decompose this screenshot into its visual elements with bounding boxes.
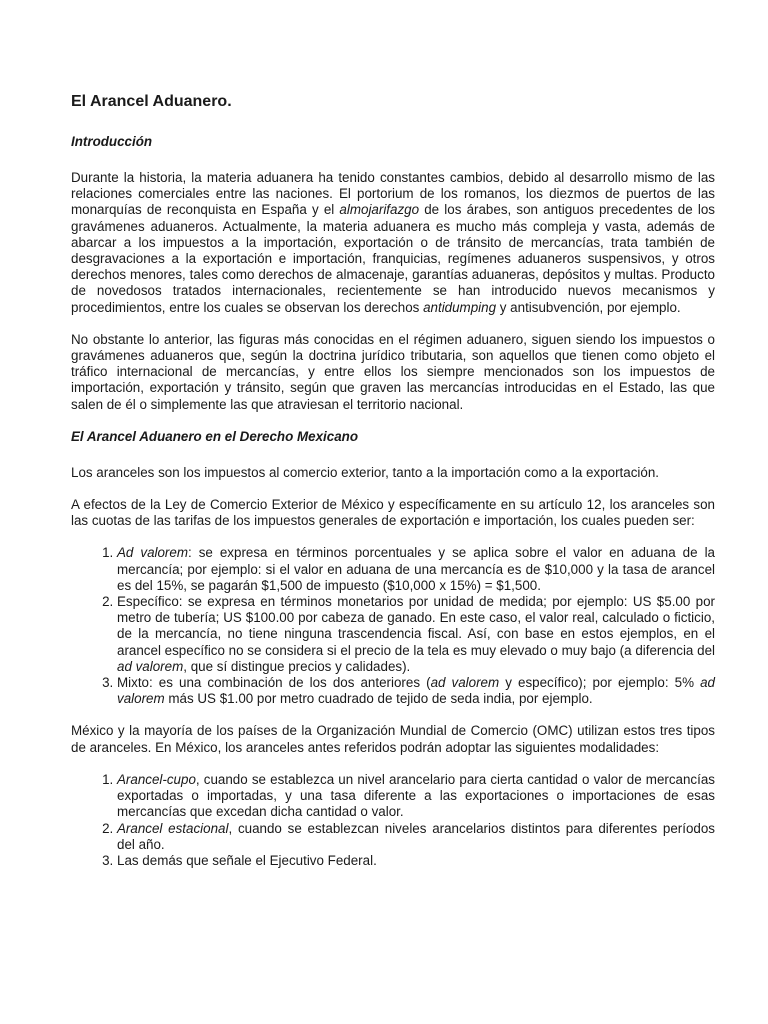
list-item: 3. Las demás que señale el Ejecutivo Federal. <box>117 853 715 869</box>
section-heading-intro: Introducción <box>71 134 153 149</box>
section-heading-mexican-law: El Arancel Aduanero en el Derecho Mexicano <box>71 428 358 444</box>
paragraph: México y la mayoría de los países de la Organización Mundial de Comercio (OMC) utilizan estos tres tipos de aranceles. En México, los aranceles antes referidos podrán adoptar las siguientes modalidades: <box>71 723 715 755</box>
list-item: 1. Arancel-cupo, cuando se establezca un nivel arancelario para cierta cantidad o valor de mercancías exportadas o importadas, y una tasa diferente a las exportaciones o importaciones de esas mercancías que excedan dicha cantidad o valor. <box>117 772 715 821</box>
list-item: 2. Arancel estacional, cuando se establezcan niveles arancelarios distintos para diferentes períodos del año. <box>117 821 715 853</box>
paragraph: Los aranceles son los impuestos al comercio exterior, tanto a la importación como a la exportación. <box>71 464 659 480</box>
tariff-types-list <box>71 545 715 707</box>
list-item: 1. Ad valorem: se expresa en términos porcentuales y se aplica sobre el valor en aduana de la mercancía; por ejemplo: si el valor en aduana de una mercancía es de $10,000 y la tasa de arancel es del 15%, se pagarán $1,500 de impuesto ($10,000 x 15%) = $1,500. <box>117 545 715 594</box>
paragraph: Durante la historia, la materia aduanera ha tenido constantes cambios, debido al desarrollo mismo de las relaciones comerciales entre las naciones. El portorium de los romanos, los diezmos de puertos de las monarquías de reconquista en España y el almojarifazgo de los árabes, son antiguos precedentes de los gravámenes aduaneros. Actualmente, la materia aduanera es mucho más compleja y vasta, además de abarcar a los impuestos a la importación, exportación o de tránsito de mercancías, trata también de desgravaciones a la exportación e importación, franquicias, regímenes aduaneros suspensivos, y otros derechos menores, tales como derechos de almacenaje, garantías aduaneras, depósitos y multas. Producto de novedosos tratados internacionales, recientemente se han introducido nuevos mecanismos y procedimientos, entre los cuales se observan los derechos antidumping y antisubvención, por ejemplo. <box>71 170 715 315</box>
tariff-modalities-list <box>71 772 715 869</box>
paragraph: A efectos de la Ley de Comercio Exterior de México y específicamente en su artículo 12, los aranceles son las cuotas de las tarifas de los impuestos generales de exportación e importación, los cuales pueden ser: <box>71 497 715 529</box>
document-title: El Arancel Aduanero. <box>71 93 232 110</box>
list-item: 2. Específico: se expresa en términos monetarios por unidad de medida; por ejemplo: US $5.00 por metro de tubería; US $100.00 por cabeza de ganado. En este caso, el valor real, calculado o ficticio, de la mercancía, no tiene ninguna trascendencia fiscal. Así, con base en estos ejemplos, en el arancel específico no se considera si el precio de la tela es muy elevado o muy bajo (a diferencia del ad valorem, que sí distingue precios y calidades). <box>117 594 715 675</box>
page-content <box>71 92 715 885</box>
list-item: 3. Mixto: es una combinación de los dos anteriores (ad valorem y específico); por ejemplo: 5% ad valorem más US $1.00 por metro cuadrado de tejido de seda india, por ejemplo. <box>117 675 715 707</box>
paragraph: No obstante lo anterior, las figuras más conocidas en el régimen aduanero, siguen siendo los impuestos o gravámenes aduaneros que, según la doctrina jurídico tributaria, son aquellos que tienen como objeto el tráfico internacional de mercancías, y entre ellos los siempre mencionados son los impuestos de importación, exportación y tránsito, según que graven las mercancías introducidas en el Estado, las que salen de él o simplemente las que atraviesan el territorio nacional. <box>71 331 715 412</box>
